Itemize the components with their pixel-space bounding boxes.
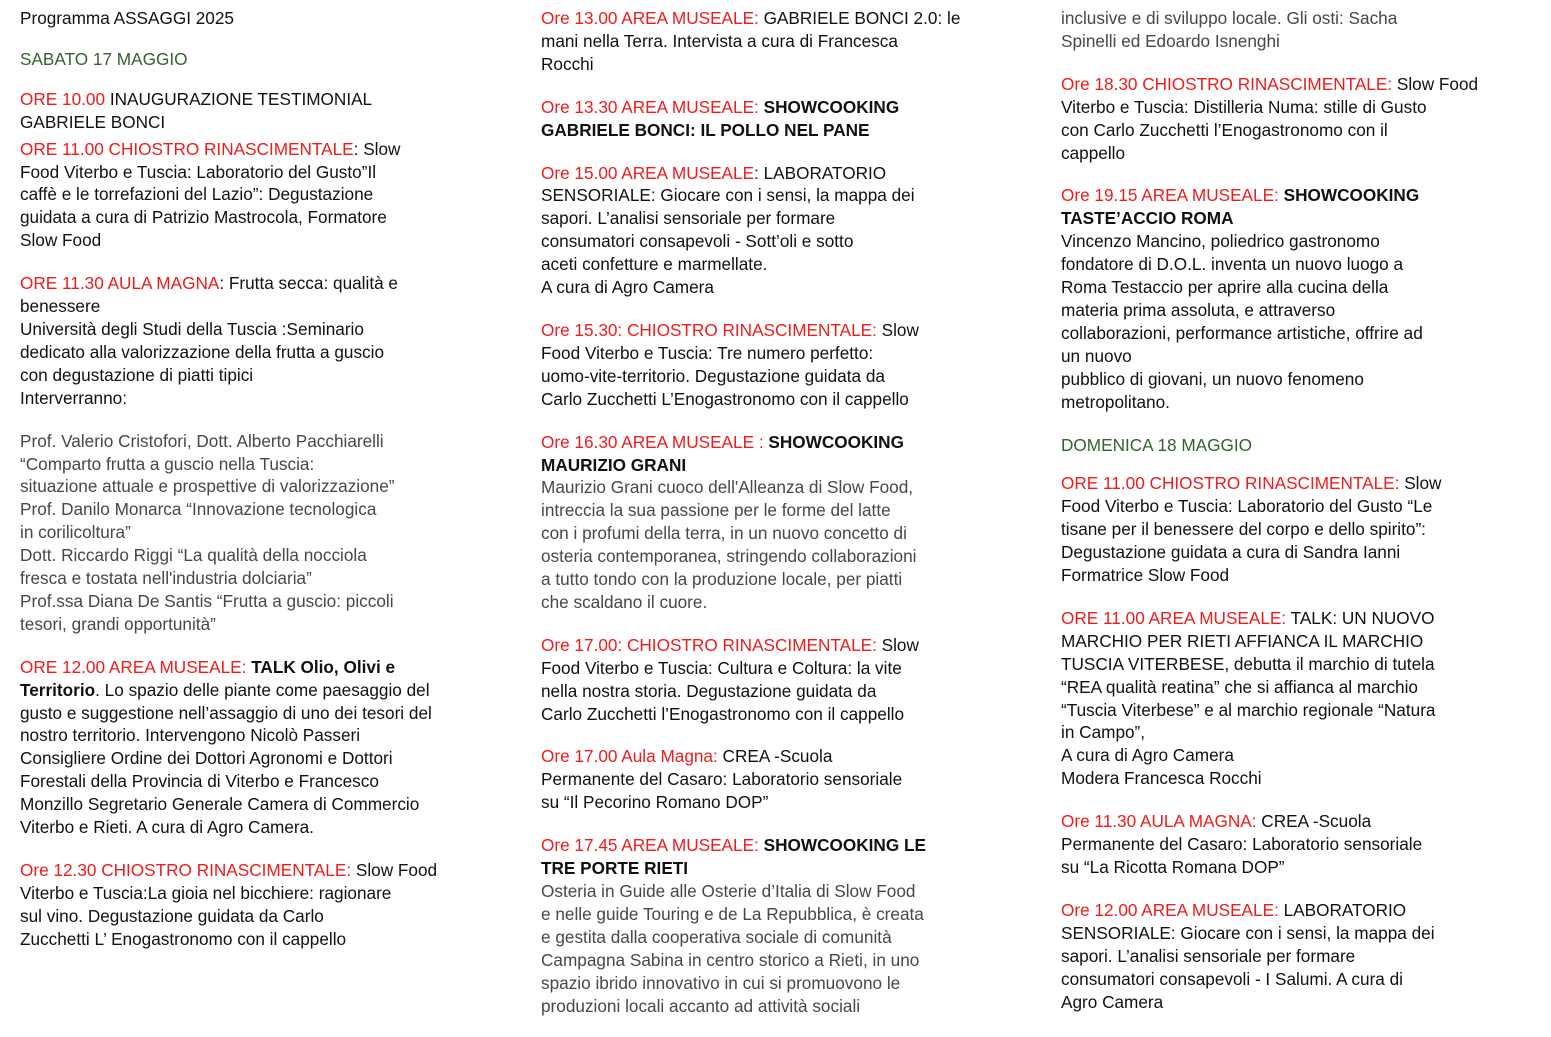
- event-description: Slow Food Viterbo e Tuscia: Laboratorio del Gusto “Le tisane per il benessere del corpo e dello spirito”: Degustazione guidata a cura di Sandra Ianni Formatrice Slow Food: [1061, 473, 1442, 586]
- event-1000-inaugurazione: [20, 88, 470, 134]
- speaker-talk: “La qualità della nocciola fresca e tostata nell'industria dolciaria”: [20, 545, 367, 589]
- event-description: : LABORATORIO SENSORIALE: Giocare con i sensi, la mappa dei sapori. L’analisi sensoriale per formare consumatori consapevoli - Sott’oli e sotto aceti confetture e marmellate. A cura di Agro Camera: [541, 162, 915, 298]
- event-sun-1200-area-museale: [1061, 899, 1513, 1014]
- program-title: Programma ASSAGGI 2025: [20, 8, 234, 28]
- event-description: Slow Food Viterbo e Tuscia: Tre numero perfetto: uomo-vite-territorio. Degustazione guidata da Carlo Zucchetti L’Enogastronomo con il cappello: [541, 319, 919, 409]
- event-description: LABORATORIO SENSORIALE: Giocare con i sensi, la mappa dei sapori. L’analisi sensoriale per formare consumatori consapevoli - I Salumi. A cura di Agro Camera: [1061, 899, 1435, 1012]
- event-time-location: Ore 17.45 AREA MUSEALE:: [541, 835, 759, 856]
- event-title: SHOWCOOKING LE TRE PORTE RIETI: [541, 835, 926, 879]
- event-time-location: Ore 12.00 AREA MUSEALE:: [1061, 899, 1279, 920]
- event-1745-area-museale: [541, 834, 993, 1017]
- event-description: SHOWCOOKING GABRIELE BONCI: IL POLLO NEL PANE: [541, 96, 900, 140]
- event-time-location: ORE 11.00 CHIOSTRO RINASCIMENTALE: [20, 138, 354, 159]
- event-description: CREA -Scuola Permanente del Casaro: Laboratorio sensoriale su “Il Pecorino Romano DOP”: [541, 746, 903, 813]
- event-1330-area-museale: [541, 96, 993, 142]
- event-time-location: Ore 15.30: CHIOSTRO RINASCIMENTALE:: [541, 319, 877, 340]
- column-saturday-afternoon: [541, 7, 993, 1037]
- event-description: Slow Food Viterbo e Tuscia: Cultura e Coltura: la vite nella nostra storia. Degustazione guidata da Carlo Zucchetti l’Enogastronomo con il cappello: [541, 634, 919, 724]
- speaker-name: Dott. Riccardo Riggi: [20, 545, 173, 566]
- event-description: Osteria in Guide alle Osterie d’Italia di Slow Food e nelle guide Touring e de La Repubblica, è creata e gestita dalla cooperativa sociale di comunità Campagna Sabina in centro storico a Rieti, in uno spazio ibrido innovativo in cui si promuovono le produzioni locali accanto ad attività sociali: [541, 881, 924, 1016]
- event-time-location: Ore 16.30 AREA MUSEALE :: [541, 431, 764, 452]
- column-saturday-evening-sunday: [1061, 7, 1513, 1033]
- event-1300-area-museale: [541, 7, 993, 76]
- event-1500-area-museale: [541, 162, 993, 299]
- event-time-location: Ore 19.15 AREA MUSEALE:: [1061, 185, 1279, 206]
- speaker-name: Prof. Danilo Monarca: [20, 499, 182, 520]
- column-saturday-morning: [20, 7, 470, 971]
- event-time-location: Ore 17.00 Aula Magna:: [541, 746, 718, 767]
- event-1700-aula-magna: [541, 745, 993, 814]
- event-description: . Lo spazio delle piante come paesaggio del gusto e suggestione nell’assaggio di uno dei tesori del nostro territorio. Intervengono Nicolò Passeri Consigliere Ordine dei Dottori Agronomi e Dottori Forestali della Provincia di Viterbo e Francesco Monzillo Segretario Generale Camera di Commercio Viterbo e Rieti. A cura di Agro Camera.: [20, 679, 432, 838]
- event-description: CREA -Scuola Permanente del Casaro: Laboratorio sensoriale su “La Ricotta Romana DOP”: [1061, 811, 1423, 877]
- event-1230-chiostro: [20, 859, 470, 951]
- event-time-location: Ore 15.00 AREA MUSEALE: [541, 162, 755, 183]
- event-1530-chiostro: [541, 319, 993, 411]
- event-time-location: ORE 11.00 AREA MUSEALE:: [1061, 607, 1287, 628]
- speaker-name: Prof.ssa Diana De Santis: [20, 590, 213, 611]
- speaker-talk: “Comparto frutta a guscio nella Tuscia: situazione attuale e prospettive di valorizzazione”: [20, 453, 395, 497]
- event-1915-area-museale: [1061, 184, 1513, 413]
- day-heading-saturday: SABATO 17 MAGGIO: [20, 48, 188, 69]
- day-heading-sunday: DOMENICA 18 MAGGIO: [1061, 434, 1253, 455]
- event-sun-1100-chiostro: [1061, 472, 1513, 587]
- event-description: Slow Food Viterbo e Tuscia: Distilleria Numa: stille di Gusto con Carlo Zucchetti l’Enogastronomo con il cappello: [1061, 73, 1479, 163]
- event-time-location: Ore 17.00: CHIOSTRO RINASCIMENTALE:: [541, 634, 877, 655]
- event-1130-aula-magna: [20, 272, 470, 409]
- event-description: : Slow Food Viterbo e Tuscia: Laboratorio del Gusto”Il caffè e le torrefazioni del Lazio”: Degustazione guidata a cura di Patrizio Mastrocola, Formatore Slow Food: [20, 138, 401, 251]
- event-time-location: ORE 11.00 CHIOSTRO RINASCIMENTALE:: [1061, 473, 1400, 494]
- event-description: : Frutta secca: qualità e benessere Università degli Studi della Tuscia :Seminario dedicato alla valorizzazione della frutta a guscio con degustazione di piatti tipici Interverranno:: [20, 273, 398, 408]
- speakers-list: [20, 430, 470, 636]
- event-title: SHOWCOOKING MAURIZIO GRANI: [541, 431, 904, 475]
- speaker-name: Prof. Valerio Cristofori, Dott. Alberto Pacchiarelli: [20, 430, 384, 451]
- event-1200-area-museale: [20, 656, 467, 839]
- event-sun-1130-aula-magna: [1061, 810, 1513, 879]
- speaker-talk: “Frutta a guscio: piccoli tesori, grandi opportunità”: [20, 590, 394, 634]
- event-description: Slow Food Viterbo e Tuscia:La gioia nel bicchiere: ragionare sul vino. Degustazione guidata da Carlo Zucchetti L’ Enogastronomo con il cappello: [20, 860, 438, 949]
- event-time-location: Ore 18.30 CHIOSTRO RINASCIMENTALE:: [1061, 73, 1393, 94]
- event-description: Vincenzo Mancino, poliedrico gastronomo fondatore di D.O.L. inventa un nuovo luogo a Roma Testaccio per aprire alla cucina della materia prima assoluta, e attraverso collaborazioni, performance artistiche, offrire ad un nuovo pubblico di giovani, un nuovo fenomeno metropolitano.: [1061, 231, 1423, 412]
- event-description: Maurizio Grani cuoco dell'Alleanza di Slow Food, intreccia la sua passione per le forme del latte con i profumi della terra, in un nuovo concetto di osteria contemporanea, stringendo collaborazioni a tutto tondo con la produzione locale, per piatti che scaldano il cuore.: [541, 477, 917, 612]
- event-1830-chiostro: [1061, 73, 1513, 165]
- event-time-location: Ore 11.30 AULA MAGNA:: [1061, 811, 1257, 832]
- event-description: GABRIELE BONCI 2.0: le mani nella Terra. Intervista a cura di Francesca Rocchi: [541, 8, 961, 74]
- speaker-talk: “Innovazione tecnologica in corilicoltura”: [20, 499, 377, 543]
- event-time-location: Ore 13.30 AREA MUSEALE:: [541, 96, 759, 117]
- event-title: SHOWCOOKING TASTE’ACCIO ROMA: [1061, 185, 1420, 229]
- event-description: INAUGURAZIONE TESTIMONIAL GABRIELE BONCI: [20, 88, 373, 132]
- event-1745-continued: inclusive e di sviluppo locale. Gli osti: Sacha Spinelli ed Edoardo Isnenghi: [1061, 8, 1398, 51]
- event-time-location: Ore 12.30 CHIOSTRO RINASCIMENTALE:: [20, 860, 352, 880]
- event-1700-chiostro: [541, 634, 993, 726]
- event-sun-1100-area-museale: [1061, 607, 1513, 790]
- event-time-location: ORE 12.00 AREA MUSEALE:: [20, 656, 252, 677]
- event-time-location: ORE 11.30 AULA MAGNA: [20, 273, 220, 294]
- event-1630-area-museale: [541, 431, 993, 614]
- event-description: TALK: UN NUOVO MARCHIO PER RIETI AFFIANCA IL MARCHIO TUSCIA VITERBESE, debutta il marchio di tutela “REA qualità reatina” che si affianca al marchio “Tuscia Viterbese” e al marchio regionale “Natura in Campo”, A cura di Agro Camera Modera Francesca Rocchi: [1061, 607, 1436, 789]
- event-time-location: ORE 10.00: [20, 88, 110, 109]
- event-time-location: Ore 13.00 AREA MUSEALE:: [541, 8, 759, 28]
- event-1100-chiostro: [20, 138, 470, 253]
- event-title: TALK Olio, Olivi e Territorio: [20, 656, 396, 700]
